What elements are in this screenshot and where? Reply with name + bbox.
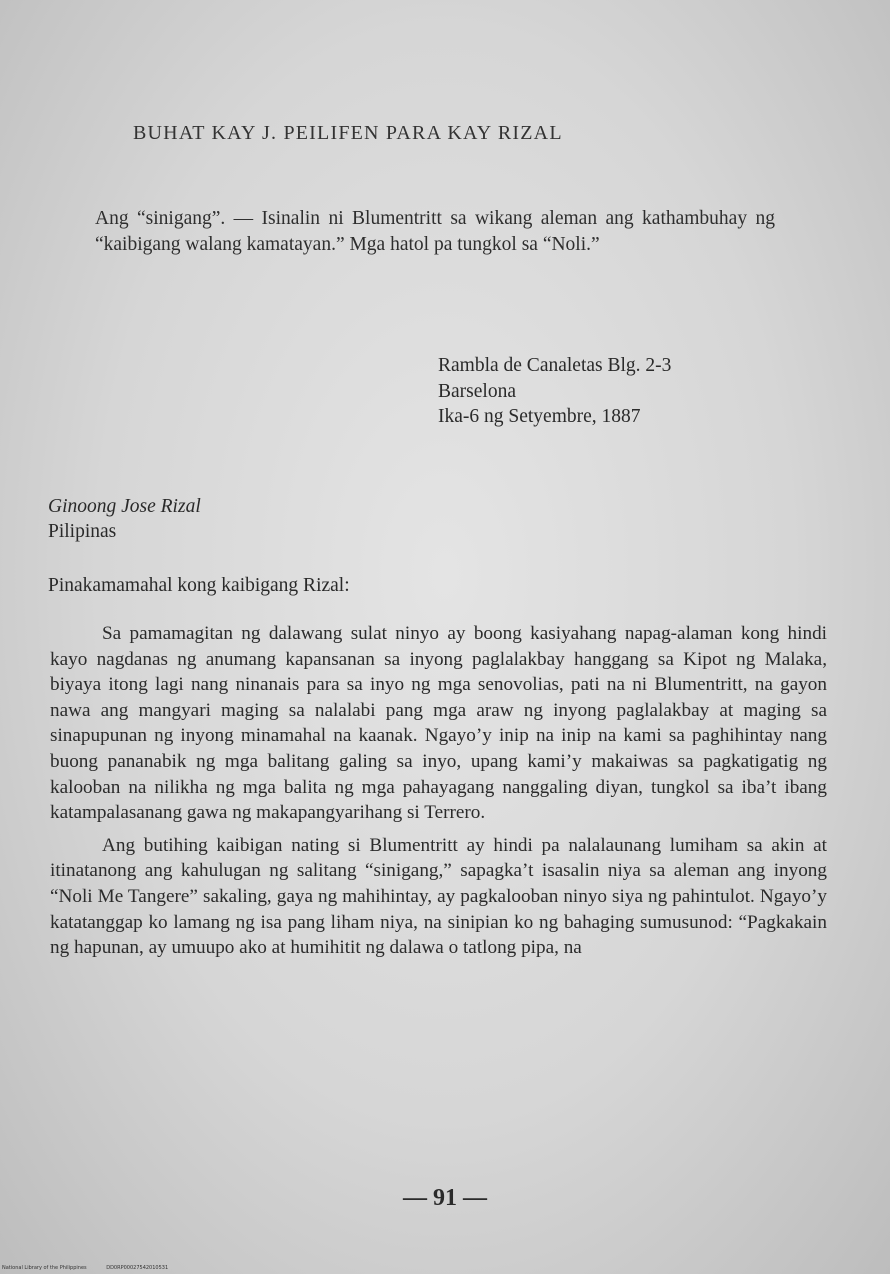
sender-address-block xyxy=(438,353,798,430)
recipient-block xyxy=(48,494,448,544)
letter-summary: Ang “sinigang”. — Isinalin ni Blumentritt sa wikang aleman ang kathambuhay ng “kaibigang walang kamatayan.” Mga hatol pa tungkol sa “Noli.” xyxy=(95,208,775,255)
address-city: Barselona xyxy=(438,380,516,402)
body-paragraph: Sa pamamagitan ng dalawang sulat ninyo ay boong kasiyahang napag-alaman kong hindi kayo nagdanas ng anumang kapansanan sa inyong paglalakbay hanggang sa Kipot ng Malaka, biyaya itong lagi nang ninanais para sa inyo ng mga senovolias, pati na ni Blumentritt, na gayon nawa ang mangyari maging sa nalalabi pang mga araw ng inyong paglalakbay at maging sa sinapupunan ng inyong minamahal na kaanak. Ngayo’y inip na inip na kami sa paghihintay nang buong pananabik ng mga balitang galing sa inyo, upang kami’y makaiwas sa pagkatigatig ng kalooban na nilikha ng mga balita ng mga pahayagang nanggaling diyan, tungkol sa iba’t ibang katampalasanang gawa ng makapangyarihang si Terrero. xyxy=(50,623,827,824)
letter-date: Ika-6 ng Setyembre, 1887 xyxy=(438,406,641,427)
footer-watermark xyxy=(2,1265,186,1271)
body-paragraph: Ang butihing kaibigan nating si Blumentritt ay hindi pa nalalaunang lumiham sa akin at itinatanong ang kahulugan ng salitang “sinigang,” sapagka’t isasalin niya sa aleman ang inyong “Noli Me Tangere” sakaling, gaya ng mahihintay, ay pagkalooban ninyo siya ng pahintulot. Ngayo’y katatanggap ko lamang ng isa pang liham niya, na sinipian ko ng bahaging sumusunod: “Pagkakain ng hapunan, ay umuupo ako at humihitit ng dalawa o tatlong pipa, na xyxy=(50,834,827,959)
salutation: Pinakamamahal kong kaibigang Rizal: xyxy=(48,575,350,596)
address-street: Rambla de Canaletas Blg. 2-3 xyxy=(438,355,672,376)
letter-body xyxy=(50,621,827,961)
footer-library: National Library of the Philippines xyxy=(2,1265,87,1271)
footer-code: DD0RP00027542010531 xyxy=(106,1265,169,1271)
letter-title: BUHAT KAY J. PEILIFEN PARA KAY RIZAL xyxy=(133,122,563,144)
recipient-name: Ginoong Jose Rizal xyxy=(48,496,201,517)
recipient-place: Pilipinas xyxy=(48,521,117,542)
page-number: — 91 — xyxy=(403,1185,487,1211)
